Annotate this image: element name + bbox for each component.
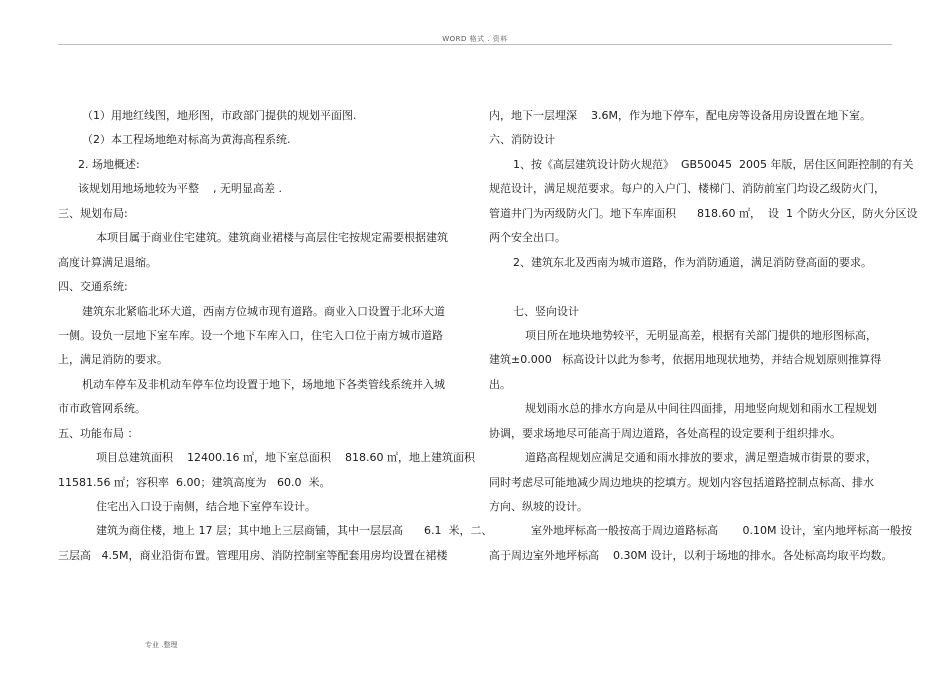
paragraph-line: 三、规划布局: bbox=[58, 206, 128, 220]
paragraph-line: 市市政管网系统。 bbox=[58, 402, 146, 416]
paragraph-line: 2. 场地概述: bbox=[78, 157, 140, 171]
paragraph-line: 协调，要求场地尽可能高于周边道路，各处高程的设定要利于组织排水。 bbox=[489, 426, 841, 440]
paragraph-line: 管道井门为丙级防火门。地下车库面积 818.60 ㎡， 设 1 个防火分区，防火分区设 bbox=[489, 206, 918, 220]
paragraph-line: 六、消防设计 bbox=[489, 133, 555, 147]
paragraph-line bbox=[489, 275, 899, 299]
paragraph-line: 建筑东北紧临北环大道，西南方位城市现有道路。商业入口设置于北环大道 bbox=[82, 304, 445, 318]
paragraph-line: 方向、纵坡的设计。 bbox=[489, 500, 588, 513]
paragraph-line: 两个安全出口。 bbox=[489, 231, 566, 245]
paragraph-line: 本项目属于商业住宅建筑。建筑商业裙楼与高层住宅按规定需要根据建筑 bbox=[96, 231, 448, 245]
paragraph-line: 五、功能布局 ： bbox=[58, 426, 139, 440]
paragraph-line: 2、建筑东北及西南为城市道路，作为消防通道，满足消防登高面的要求。 bbox=[513, 255, 872, 269]
paragraph-line: （1）用地红线图，地形图，市政部门提供的规划平面图. bbox=[82, 109, 357, 122]
paragraph-line: 规范设计，满足规范要求。每户的入户门、楼梯门、消防前室门均设乙级防火门， bbox=[489, 182, 885, 196]
paragraph-line: 机动车停车及非机动车停车位均设置于地下，场地地下各类管线系统并入城 bbox=[82, 377, 445, 391]
paragraph-line: 高于周边室外地坪标高 0.30M 设计，以利于场地的排水。各处标高均取平均数。 bbox=[489, 548, 893, 562]
right-column bbox=[489, 104, 918, 568]
paragraph-line: 规划雨水总的排水方向是从中间往四面排，用地竖向规划和雨水工程规划 bbox=[525, 402, 877, 416]
paragraph-line: 该规划用地场地较为平整 , 无明显高差 . bbox=[78, 182, 282, 196]
paragraph-line: 七、竖向设计 bbox=[513, 304, 579, 318]
paragraph-line: 室外地坪标高一般按高于周边道路标高 0.10M 设计，室内地坪标高一般按 bbox=[531, 524, 912, 538]
header-divider bbox=[58, 44, 892, 45]
page-header: WORD 格式 . 资料 bbox=[442, 35, 508, 43]
paragraph-line: 建筑为商住楼，地上 17 层；其中地上三层商铺，其中一层层高 6.1 米，二、 bbox=[96, 524, 493, 538]
paragraph-line: 出。 bbox=[489, 377, 511, 391]
paragraph-line: 四、交通系统: bbox=[58, 280, 128, 294]
paragraph-line: 道路高程规划应满足交通和雨水排放的要求，满足塑造城市街景的要求， bbox=[525, 451, 877, 465]
paragraph-line: 项目总建筑面积 12400.16 ㎡，地下室总面积 818.60 ㎡，地上建筑面积 bbox=[96, 451, 475, 465]
page-footer: 专业 .整理 bbox=[145, 641, 178, 649]
left-column bbox=[58, 104, 493, 568]
paragraph-line: 三层高 4.5M，商业沿街布置。管理用房、消防控制室等配套用房均设置在裙楼 bbox=[58, 548, 448, 562]
paragraph-line: （2）本工程场地绝对标高为黄海高程系统. bbox=[82, 133, 291, 147]
paragraph-line: 1、按《高层建筑设计防火规范》 GB50045 2005 年版，居住区间距控制的有关 bbox=[513, 157, 914, 171]
paragraph-line: 项目所在地块地势较平，无明显高差，根据有关部门提供的地形图标高， bbox=[525, 328, 877, 342]
paragraph-line: 上，满足消防的要求。 bbox=[58, 353, 168, 367]
paragraph-line: 11581.56 ㎡；容积率 6.00；建筑高度为 60.0 米。 bbox=[58, 475, 331, 489]
paragraph-line: 建筑±0.000 标高设计以此为参考，依据用地现状地势，并结合规划原则推算得 bbox=[489, 353, 882, 367]
paragraph-line: 一侧。设负一层地下室车库。设一个地下车库入口，住宅入口位于南方城市道路 bbox=[58, 328, 443, 342]
paragraph-line: 同时考虑尽可能地减少周边地块的挖填方。规划内容包括道路控制点标高、排水 bbox=[489, 475, 874, 489]
paragraph-line: 内，地下一层埋深 3.6M，作为地下停车，配电房等设备用房设置在地下室。 bbox=[489, 109, 871, 122]
paragraph-line: 高度计算满足退缩。 bbox=[58, 255, 157, 269]
paragraph-line: 住宅出入口设于南侧，结合地下室停车设计。 bbox=[96, 500, 316, 513]
